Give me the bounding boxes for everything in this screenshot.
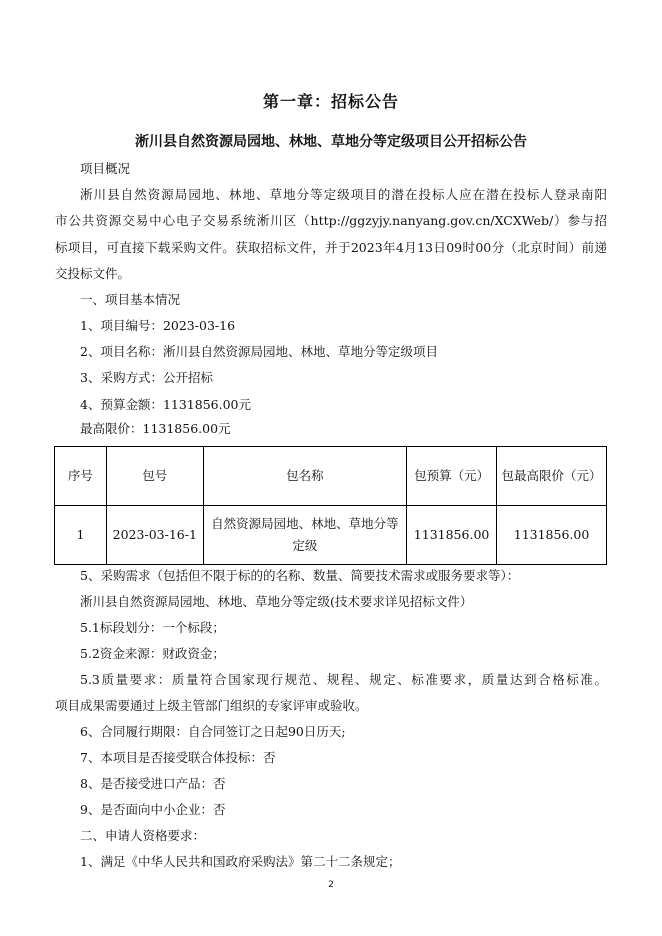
page-number: 2 bbox=[328, 880, 334, 890]
table-cell: 自然资源局园地、林地、草地分等定级 bbox=[203, 506, 406, 565]
intro-line-4: 交投标文件。 bbox=[55, 266, 131, 281]
notice-title: 淅川县自然资源局园地、林地、草地分等定级项目公开招标公告 bbox=[135, 134, 527, 150]
chapter-title: 第一章：招标公告 bbox=[262, 92, 399, 111]
table-cell: 1131856.00 bbox=[407, 506, 497, 565]
table-header-row bbox=[55, 447, 607, 506]
package-table bbox=[54, 446, 607, 565]
section2-item-1: 1、满足《中华人民共和国政府采购法》第二十二条规定； bbox=[80, 854, 401, 869]
project-name: 2、项目名称：淅川县自然资源局园地、林地、草地分等定级项目 bbox=[80, 344, 438, 359]
header-cell: 包最高限价（元） bbox=[497, 447, 607, 506]
fund-source: 5.2资金来源：财政资金； bbox=[80, 646, 225, 661]
max-price: 最高限价：1131856.00元 bbox=[80, 421, 231, 436]
project-number: 1、项目编号：2023-03-16 bbox=[80, 318, 236, 333]
budget-amount: 4、预算金额：1131856.00元 bbox=[80, 397, 252, 412]
header-cell: 包预算（元） bbox=[407, 447, 497, 506]
procurement-needs-detail: 淅川县自然资源局园地、林地、草地分等定级(技术要求详见招标文件） bbox=[80, 594, 473, 609]
header-cell: 包名称 bbox=[203, 447, 406, 506]
section2-heading: 二、申请人资格要求： bbox=[80, 828, 206, 843]
table-cell: 1131856.00 bbox=[497, 506, 607, 565]
quality-requirement-line-1: 5.3质量要求：质量符合国家现行规范、规程、规定、标准要求，质量达到合格标准。 bbox=[80, 672, 607, 687]
intro-line-3: 标项目，可直接下载采购文件。获取招标文件，并于2023年4月13日09时00分（北京时间）前递 bbox=[55, 240, 607, 255]
procurement-needs: 5、采购需求（包括但不限于标的的名称、数量、简要技术需求或服务要求等）： bbox=[80, 568, 520, 583]
lot-division: 5.1标段划分：一个标段； bbox=[80, 620, 225, 635]
header-cell: 包号 bbox=[106, 447, 203, 506]
section1-heading: 一、项目基本情况 bbox=[80, 292, 181, 307]
header-cell: 序号 bbox=[55, 447, 107, 506]
consortium-bid: 7、本项目是否接受联合体投标：否 bbox=[80, 750, 276, 765]
imported-products: 8、是否接受进口产品：否 bbox=[80, 776, 226, 791]
overview-heading: 项目概况 bbox=[80, 161, 131, 176]
sme-oriented: 9、是否面向中小企业：否 bbox=[80, 802, 226, 817]
intro-line-1: 淅川县自然资源局园地、林地、草地分等定级项目的潜在投标人应在潜在投标人登录南阳 bbox=[80, 187, 607, 202]
table-row bbox=[55, 506, 607, 565]
table-cell: 2023-03-16-1 bbox=[106, 506, 203, 565]
contract-period: 6、合同履行期限：自合同签订之日起90日历天; bbox=[80, 724, 346, 739]
quality-requirement-line-2: 项目成果需要通过上级主管部门组织的专家评审或验收。 bbox=[55, 698, 368, 713]
intro-line-2: 市公共资源交易中心电子交易系统淅川区（http://ggzyjy.nanyang.gov.cn/XCXWeb/）参与招 bbox=[55, 213, 607, 228]
table-cell: 1 bbox=[55, 506, 107, 565]
procurement-method: 3、采购方式：公开招标 bbox=[80, 370, 213, 385]
